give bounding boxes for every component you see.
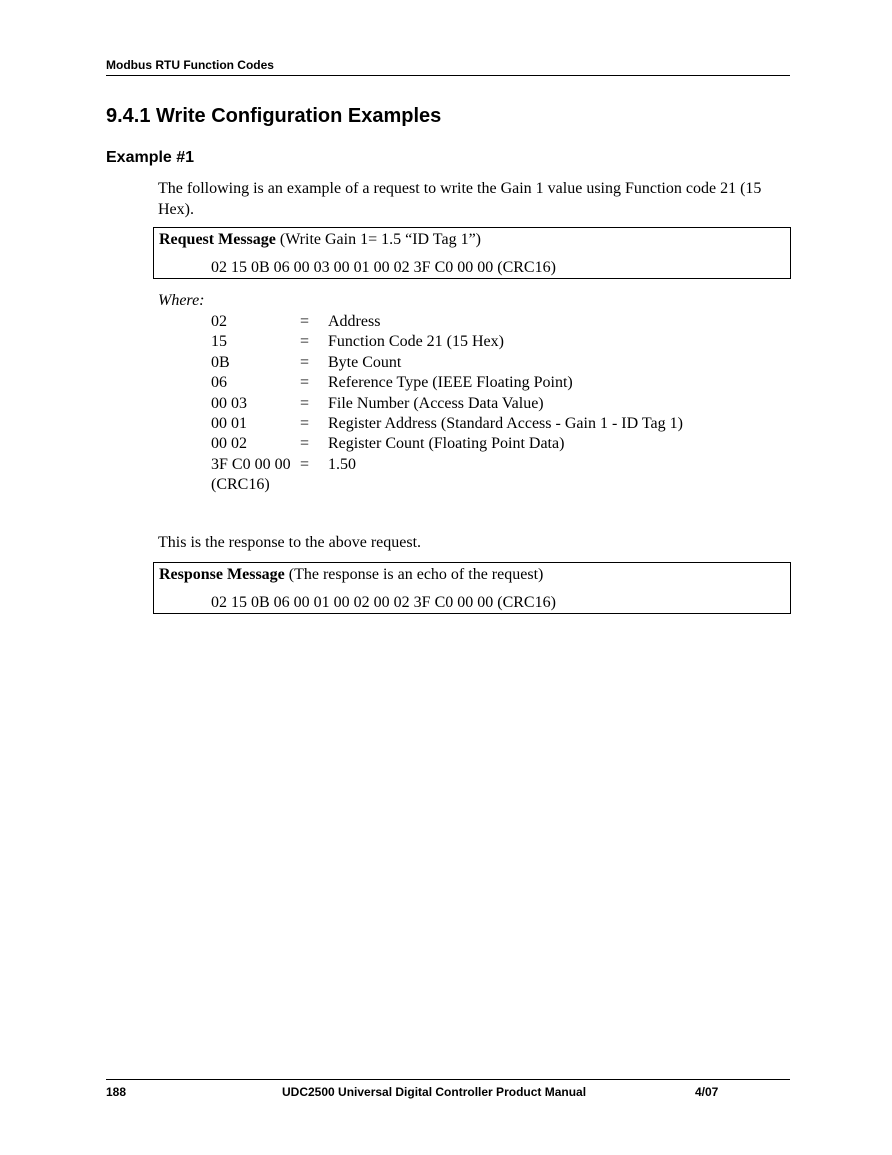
- response-bytes: 02 15 0B 06 00 01 00 02 00 02 3F C0 00 00 (CRC16): [211, 594, 556, 611]
- where-description: Reference Type (IEEE Floating Point): [328, 374, 573, 392]
- where-code: 00 02: [211, 435, 247, 453]
- example-intro: The following is an example of a request to write the Gain 1 value using Function code 21 (15 Hex).: [158, 180, 762, 218]
- where-equals: =: [300, 374, 310, 392]
- where-equals: =: [300, 394, 310, 412]
- where-row: [211, 414, 771, 434]
- where-equals: =: [300, 313, 310, 330]
- where-row: [211, 434, 771, 454]
- where-description: Byte Count: [328, 353, 402, 371]
- where-description: 1.50: [328, 455, 356, 473]
- where-description: Register Address (Standard Access - Gain 1 - ID Tag 1): [328, 414, 683, 432]
- where-row: [211, 353, 771, 373]
- where-code: 0B: [211, 353, 230, 371]
- where-row: [211, 475, 771, 495]
- where-equals: =: [300, 414, 310, 432]
- where-code: 00 03: [211, 394, 247, 412]
- request-title-line: [159, 231, 481, 249]
- where-code: 00 01: [211, 414, 247, 432]
- where-code: 06: [211, 374, 227, 392]
- where-row: [211, 332, 771, 352]
- page-number: 188: [106, 1085, 127, 1099]
- manual-title: UDC2500 Universal Digital Controller Product Manual: [282, 1085, 587, 1099]
- where-row: [211, 455, 771, 475]
- request-bytes: 02 15 0B 06 00 03 00 01 00 02 3F C0 00 00 (CRC16): [211, 259, 556, 276]
- where-code: 3F C0 00 00: [211, 455, 291, 473]
- where-equals: =: [300, 333, 310, 351]
- where-row: [211, 394, 771, 414]
- where-code: (CRC16): [211, 476, 270, 494]
- page-footer: [106, 1079, 790, 1100]
- response-label: Response Message: [159, 566, 285, 583]
- running-header: [106, 58, 790, 76]
- where-description: Register Count (Floating Point Data): [328, 435, 565, 453]
- request-message-box: [153, 227, 791, 279]
- where-list: [211, 312, 771, 496]
- publication-date: 4/07: [695, 1085, 719, 1099]
- where-description: File Number (Access Data Value): [328, 394, 544, 412]
- request-note: (Write Gain 1= 1.5 “ID Tag 1”): [279, 231, 481, 248]
- where-code: 15: [211, 333, 227, 351]
- running-header-title: Modbus RTU Function Codes: [106, 58, 274, 72]
- where-description: Function Code 21 (15 Hex): [328, 333, 504, 351]
- response-title-line: [159, 566, 543, 584]
- where-description: Address: [328, 313, 381, 330]
- request-label: Request Message: [159, 231, 276, 248]
- where-code: 02: [211, 313, 227, 330]
- where-equals: =: [300, 435, 310, 453]
- where-label: Where:: [158, 292, 205, 309]
- response-message-box: [153, 562, 791, 614]
- where-row: [211, 312, 771, 332]
- example-title: Example #1: [106, 149, 195, 166]
- where-row: [211, 373, 771, 393]
- where-equals: =: [300, 353, 310, 371]
- where-equals: =: [300, 455, 310, 473]
- response-note: (The response is an echo of the request): [288, 566, 544, 583]
- response-intro: This is the response to the above request.: [158, 534, 422, 551]
- section-title: 9.4.1 Write Configuration Examples: [106, 105, 442, 127]
